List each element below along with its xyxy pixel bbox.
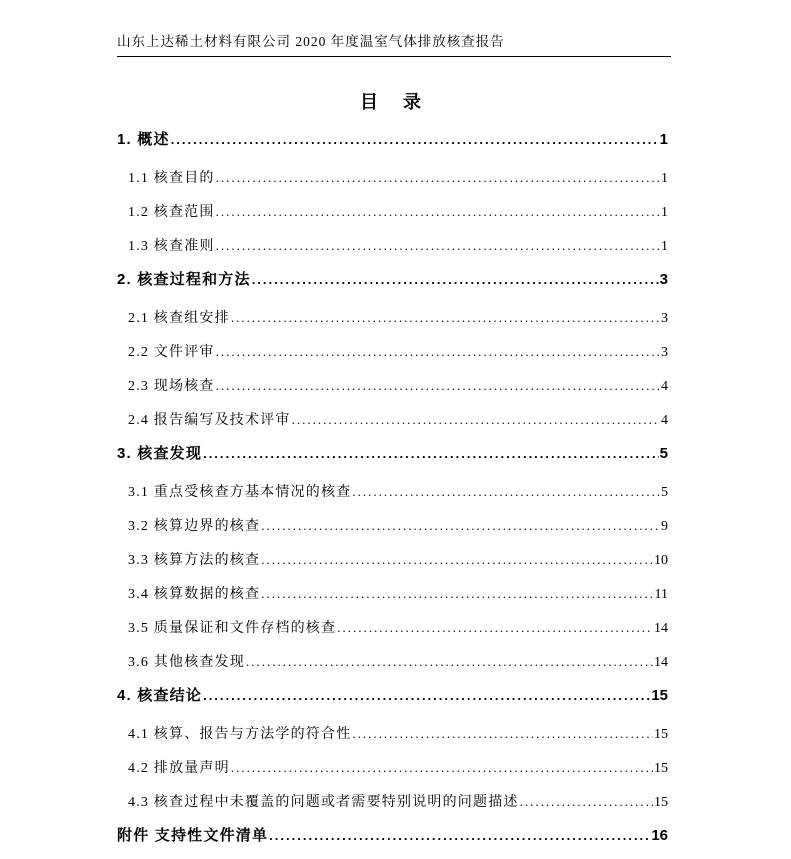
toc-entry-page: 15 [654,727,668,742]
toc-entry[interactable] [117,376,668,397]
toc-entry-page: 1 [661,205,668,220]
toc-entry-page: 4 [661,413,668,428]
toc-leader-dots [231,308,660,328]
toc-list [117,129,668,859]
toc-leader-dots [352,724,653,744]
toc-leader-dots [216,236,660,256]
toc-leader-dots [171,130,659,150]
toc-entry-page: 3 [661,345,668,360]
toc-entry-label: 3.6 其他核查发现 [128,655,245,670]
toc-entry[interactable] [117,724,668,745]
toc-entry[interactable] [117,236,668,257]
toc-entry-page: 16 [651,827,668,844]
toc-entry[interactable] [117,792,668,813]
toc-entry-page: 14 [654,621,668,636]
toc-entry-label: 3.4 核算数据的核查 [128,587,261,602]
toc-entry-label: 1.3 核查准则 [128,239,215,254]
toc-leader-dots [203,444,659,464]
toc-leader-dots [216,342,660,362]
toc-entry-page: 10 [654,553,668,568]
toc-entry[interactable] [117,342,668,363]
toc-leader-dots [216,202,660,222]
toc-entry[interactable] [117,652,668,673]
toc-entry-label: 附件 支持性文件清单 [117,827,269,844]
toc-entry-page: 9 [661,519,668,534]
toc-entry-label: 4.3 核查过程中未覆盖的问题或者需要特别说明的问题描述 [128,795,519,810]
toc-leader-dots [252,270,659,290]
toc-entry-label: 4.1 核算、报告与方法学的符合性 [128,727,352,742]
toc-entry[interactable] [117,270,668,290]
toc-entry-label: 3.5 质量保证和文件存档的核查 [128,621,337,636]
toc-entry-page: 1 [661,239,668,254]
toc-leader-dots [520,792,653,812]
toc-leader-dots [261,550,653,570]
toc-entry-label: 3.3 核算方法的核查 [128,553,261,568]
toc-entry-page: 14 [654,655,668,670]
toc-entry[interactable] [117,584,668,605]
toc-entry[interactable] [117,130,668,150]
toc-leader-dots [203,686,650,706]
toc-entry-page: 5 [661,485,668,500]
toc-entry-page: 15 [651,687,668,704]
toc-entry-label: 1. 概述 [117,131,170,148]
toc-entry-label: 3. 核查发现 [117,445,203,462]
toc-title: 目 录 [359,92,431,112]
toc-entry-label: 3.2 核算边界的核查 [128,519,261,534]
toc-entry-page: 1 [661,171,668,186]
toc-entry[interactable] [117,516,668,537]
toc-entry-page: 3 [659,271,668,288]
toc-entry-page: 3 [661,311,668,326]
toc-entry-page: 5 [659,445,668,462]
toc-entry[interactable] [117,444,668,464]
toc-entry-label: 2.2 文件评审 [128,345,215,360]
document-header: 山东上达稀土材料有限公司 2020 年度温室气体排放核查报告 [117,30,671,57]
toc-leader-dots [352,482,660,502]
toc-entry[interactable] [117,686,668,706]
toc-leader-dots [246,652,653,672]
toc-entry-label: 4. 核查结论 [117,687,203,704]
toc-entry[interactable] [117,308,668,329]
toc-entry[interactable] [117,826,668,846]
toc-entry[interactable] [117,410,668,431]
toc-entry-label: 4.2 排放量声明 [128,761,230,776]
toc-leader-dots [292,410,660,430]
toc-entry-label: 1.2 核查范围 [128,205,215,220]
toc-leader-dots [261,516,660,536]
toc-entry[interactable] [117,482,668,503]
toc-leader-dots [231,758,653,778]
toc-leader-dots [216,376,660,396]
toc-entry-page: 11 [654,587,668,602]
toc-leader-dots [261,584,653,604]
toc-entry-page: 4 [661,379,668,394]
toc-entry-page: 15 [654,761,668,776]
toc-entry[interactable] [117,758,668,779]
toc-entry-label: 2.3 现场核查 [128,379,215,394]
toc-entry-label: 3.1 重点受核查方基本情况的核查 [128,485,352,500]
toc-leader-dots [216,168,660,188]
toc-entry[interactable] [117,550,668,571]
toc-entry-label: 1.1 核查目的 [128,171,215,186]
toc-entry[interactable] [117,168,668,189]
toc-leader-dots [337,618,653,638]
toc-entry-label: 2.4 报告编写及技术评审 [128,413,291,428]
toc-entry[interactable] [117,618,668,639]
toc-leader-dots [269,826,650,846]
toc-entry-label: 2.1 核查组安排 [128,311,230,326]
toc-entry-page: 15 [654,795,668,810]
toc-entry-label: 2. 核查过程和方法 [117,271,251,288]
toc-entry[interactable] [117,202,668,223]
toc-entry-page: 1 [659,131,668,148]
